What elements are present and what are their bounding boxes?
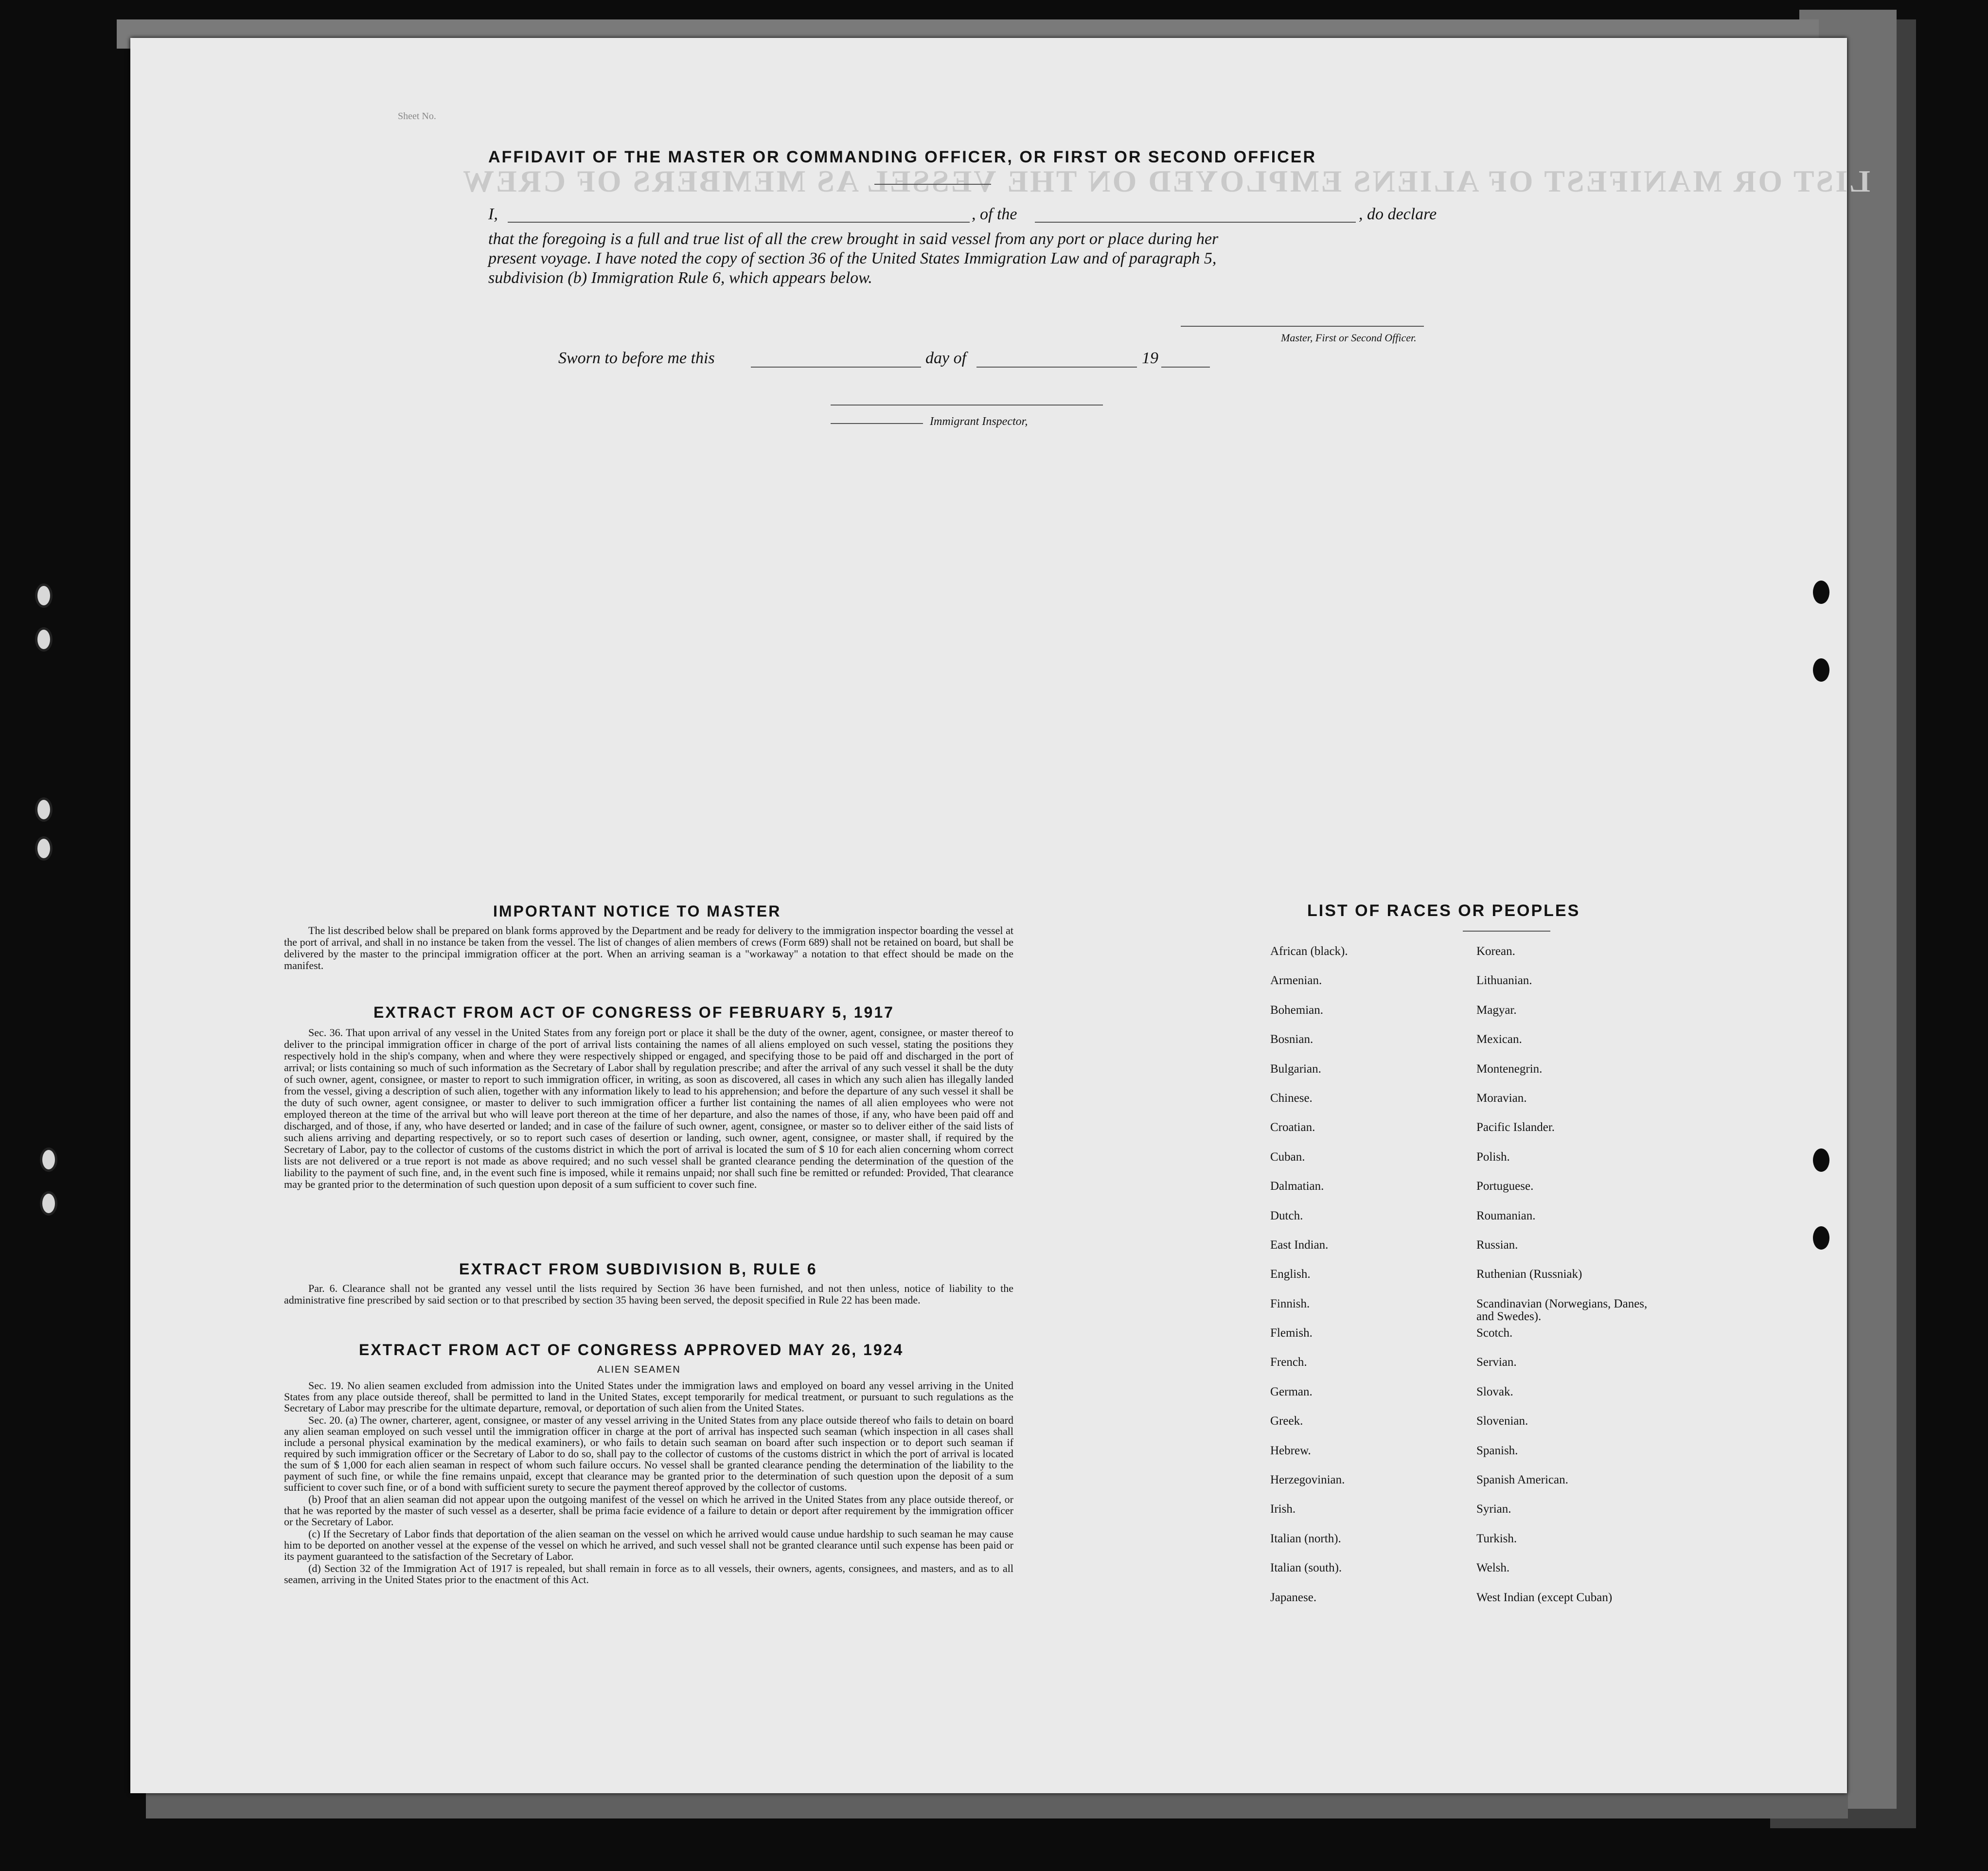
name-field[interactable]: [508, 222, 970, 223]
punch-hole: [40, 1191, 57, 1216]
race-item: Hebrew.: [1270, 1444, 1311, 1457]
race-item: Magyar.: [1476, 1003, 1517, 1017]
sworn-line: [558, 349, 1239, 373]
race-item: Italian (south).: [1270, 1561, 1342, 1575]
punch-hole: [35, 797, 53, 822]
race-item: Russian.: [1476, 1238, 1518, 1252]
race-item: Montenegrin.: [1476, 1062, 1543, 1076]
races-title: LIST OF RACES OR PEOPLES: [1307, 901, 1580, 920]
race-item: Slovenian.: [1476, 1414, 1528, 1428]
day-of-label: day of: [925, 349, 967, 367]
race-item: English.: [1270, 1268, 1311, 1281]
notice-title: IMPORTANT NOTICE TO MASTER: [493, 902, 781, 920]
race-item: Dutch.: [1270, 1209, 1303, 1222]
race-item: Korean.: [1476, 945, 1515, 958]
race-item: African (black).: [1270, 945, 1348, 958]
master-signature-line[interactable]: [1181, 326, 1424, 327]
race-item: Bulgarian.: [1270, 1062, 1321, 1076]
race-item: Portuguese.: [1476, 1180, 1534, 1193]
race-item: Finnish.: [1270, 1297, 1310, 1310]
of-the-label: , of the: [972, 205, 1017, 223]
inspector-caption: Immigrant Inspector,: [930, 415, 1028, 428]
race-item: East Indian.: [1270, 1238, 1329, 1252]
title-underline: [874, 184, 991, 185]
punch-hole: [1813, 1148, 1829, 1172]
race-item: Syrian.: [1476, 1502, 1511, 1516]
race-item: Scotch.: [1476, 1326, 1513, 1340]
race-item: Armenian.: [1270, 974, 1322, 988]
race-item: Polish.: [1476, 1150, 1510, 1164]
race-item: French.: [1270, 1356, 1307, 1369]
race-item: Bosnian.: [1270, 1033, 1314, 1046]
extract-1917-paragraph: Sec. 36. That upon arrival of any vessel in the United States from any foreign port or place it shall be the duty of the owner, agent, consignee, or master thereof to deliver to the principal immigration officer in charge of the port of arrival lists containing the names of all aliens employed on such vessel, stating the positions they respectively hold in the ship's company, when and where they were respectively shipped or engaged, and specifying those to be paid off and discharged in the port of arrival; or lists containing so much of such information as the Secretary of Labor shall by regulation prescribe; and after the arrival of any such vessel it shall be the duty of such owner, agent, consignee, or master to report to such immigration officer, in writing, as soon as discovered, all cases in which any such alien has illegally landed from the vessel, giving a description of such alien, together with any information likely to lead to his apprehension; and before the departure of any such vessel it shall be the duty of such owner, agent consignee, or master to deliver to such immigration officer a further list containing the names of all alien employees who were not employed thereon at the time of the arrival but who will leave port thereon at the time of her departure, and also the names of those, if any, who have been paid off and discharged, and of those, if any, who have deserted or landed; and in case of the failure of such owner, agent, consignee, or master so to deliver either of the said lists of such aliens arriving and departing respectively, or so to report such cases of desertion or landing, such owner, agent, consignee, or master shall, if required by the Secretary of Labor, pay to the collector of customs of the customs district in which the port of arrival is located the sum of $ 10 for each alien concerning whom correct lists are not delivered or a true report is not made as above required; and no such vessel shall be granted clearance pending the determination of the question of the liability to the payment of such fine, and, in the event such fine is imposed, while it remains unpaid; nor shall such fine be remitted or refunded: Provided, That clearance may be granted prior to the determination of such question upon deposit of a sum sufficient to cover such fine.: [284, 1026, 1013, 1190]
race-item: West Indian (except Cuban): [1476, 1590, 1613, 1604]
extract-1924-paragraph: Sec. 19. No alien seamen excluded from admission into the United States under the immigration laws and employed on board any vessel arriving in the United States from any place outside thereof, shall be permitted to land in the United States, except temporarily for medical treatment, or pursuant to such regulations as the Secretary of Labor may prescribe for the ultimate departure, removal, or deportation of such alien from the United States.: [284, 1379, 1013, 1414]
race-item: German.: [1270, 1385, 1313, 1398]
year-label: 19: [1142, 349, 1158, 367]
declare-label: , do declare: [1359, 205, 1437, 223]
race-item: Lithuanian.: [1476, 974, 1532, 988]
extract-1924-paragraph: (d) Section 32 of the Immigration Act of 1917 is repealed, but shall remain in force as to all vessels, their owners, agents, consignees, and masters, and as to all seamen, arriving in the United States prior to the enactment of this Act.: [284, 1562, 1013, 1586]
manifest-page: [130, 38, 1870, 1793]
race-item: Servian.: [1476, 1356, 1517, 1369]
sworn-year-field[interactable]: [1161, 367, 1210, 368]
inspector-signature-stub: [831, 423, 923, 424]
extract-1917-text: [284, 1027, 1013, 1191]
vessel-field[interactable]: [1035, 222, 1356, 223]
statement-line: subdivision (b) Immigration Rule 6, which appears below.: [488, 269, 872, 287]
races-title-underline: [1463, 931, 1550, 932]
extract-1924-paragraph: (b) Proof that an alien seaman did not appear upon the outgoing manifest of the vessel on which he arrived in the United States from any place outside thereof, or that he was reported by the master of such vessel as a deserter, shall be prima facie evidence of a failure to detain or deport after requirement by the immigration officer or the Secretary of Labor.: [284, 1493, 1013, 1528]
race-item: Pacific Islander.: [1476, 1121, 1555, 1134]
punch-hole: [35, 583, 53, 608]
race-item: Moravian.: [1476, 1091, 1527, 1105]
race-item: Mexican.: [1476, 1033, 1522, 1046]
sworn-month-field[interactable]: [976, 367, 1137, 368]
race-item: Scandinavian (Norwegians, Danes, and Swedes).: [1476, 1297, 1648, 1323]
extract-rule6-text: [284, 1283, 1013, 1307]
race-item: Chinese.: [1270, 1091, 1313, 1105]
punch-hole: [1813, 581, 1829, 604]
i-label: I,: [488, 205, 498, 223]
race-item: Welsh.: [1476, 1561, 1510, 1575]
race-item: Ruthenian (Russniak): [1476, 1268, 1582, 1281]
punch-hole: [1813, 1226, 1829, 1250]
statement-line: present voyage. I have noted the copy of section 36 of the United States Immigration Law and of paragraph 5,: [488, 249, 1217, 267]
extract-1924-paragraph: Sec. 20. (a) The owner, charterer, agent, consignee, or master of any vessel arriving in the United States from any place outside thereof who fails to detain on board any alien seaman employed on such vessel until the immigration officer in charge at the port of arrival has inspected such seaman (which inspection in all cases shall include a personal physical examination by the medical examiners), or who fails to detain such seaman on board after such inspection or to deport such seaman if required by such immigration officer or the Secretary of Labor to do so, shall pay to the collector of customs of the customs district in which the port of arrival is located the sum of $ 1,000 for each alien seaman in respect of whom such failure occurs. No vessel shall be granted clearance pending the determination of the liability to the payment of such fine, or while the fine remains unpaid, except that clearance may be granted prior to the determination of such question upon the deposit of a sum sufficient to cover such fine, or of a bond with sufficient surety to secure the payment thereof approved by the collector of customs.: [284, 1414, 1013, 1493]
punch-hole: [35, 627, 53, 652]
race-item: Irish.: [1270, 1502, 1296, 1516]
extract-1924-title: EXTRACT FROM ACT OF CONGRESS APPROVED MAY 26, 1924: [359, 1341, 904, 1359]
races-right-column: [1476, 945, 1671, 1621]
punch-hole: [40, 1147, 57, 1172]
race-item: Turkish.: [1476, 1532, 1517, 1545]
affidavit-declaration-line: [488, 205, 1578, 227]
race-item: Spanish.: [1476, 1444, 1518, 1457]
race-item: Flemish.: [1270, 1326, 1313, 1340]
race-item: Italian (north).: [1270, 1532, 1341, 1545]
sheet-number-label: Sheet No.: [398, 111, 436, 122]
notice-paragraph: The list described below shall be prepared on blank forms approved by the Department and be ready for delivery to the immigration inspector boarding the vessel at the port of arrival, and shall in no instance be taken from the vessel. The list of changes of alien members of crews (Form 689) shall not be retained on board, but shall be delivered by the master to the principal immigration officer at the port. When an arriving seaman is a "workaway" a notation to that effect should be made on the manifest.: [284, 924, 1013, 971]
races-left-column: [1270, 945, 1465, 1621]
race-item: Croatian.: [1270, 1121, 1315, 1134]
extract-rule6-title: EXTRACT FROM SUBDIVISION B, RULE 6: [459, 1260, 817, 1278]
race-item: Greek.: [1270, 1414, 1303, 1428]
race-item: Spanish American.: [1476, 1473, 1568, 1487]
sworn-day-field[interactable]: [751, 367, 921, 368]
notice-text: [284, 925, 1013, 972]
race-item: Slovak.: [1476, 1385, 1513, 1398]
punch-hole: [1813, 658, 1829, 682]
race-item: Japanese.: [1270, 1590, 1317, 1604]
statement-line: that the foregoing is a full and true list of all the crew brought in said vessel from any port or place during her: [488, 230, 1219, 248]
ghost-heading: LIST OR MANIFEST OF ALIENS EMPLOYED ON THE VESSEL AS MEMBERS OF CREW: [461, 164, 1870, 198]
affidavit-title: AFFIDAVIT OF THE MASTER OR COMMANDING OFFICER, OR FIRST OR SECOND OFFICER: [488, 148, 1316, 166]
race-item: Roumanian.: [1476, 1209, 1536, 1222]
extract-1924-text: [284, 1380, 1013, 1586]
extract-rule6-paragraph: Par. 6. Clearance shall not be granted any vessel until the lists required by Section 36 have been furnished, and not then unless, notice of liability to the administrative fine prescribed by said section or to that prescribed by section 35 having been served, the deposit specified in Rule 22 has been made.: [284, 1282, 1013, 1306]
race-item: Bohemian.: [1270, 1003, 1324, 1017]
sworn-label: Sworn to before me this: [558, 349, 715, 367]
punch-hole: [35, 836, 53, 861]
race-item: Cuban.: [1270, 1150, 1305, 1164]
race-item: Dalmatian.: [1270, 1180, 1324, 1193]
master-caption: Master, First or Second Officer.: [1281, 332, 1417, 344]
extract-1924-paragraph: (c) If the Secretary of Labor finds that deportation of the alien seaman on the vessel on which he arrived would cause undue hardship to such seaman he may cause him to be deported on another vessel at the expense of the vessel on which he arrived, and such vessel shall not be granted clearance until such expense has been paid or its payment guaranteed to the satisfaction of the Secretary of Labor.: [284, 1528, 1013, 1562]
extract-1917-title: EXTRACT FROM ACT OF CONGRESS OF FEBRUARY 5, 1917: [373, 1004, 894, 1021]
affidavit-statement: [488, 229, 1578, 288]
inspector-signature-line[interactable]: [831, 405, 1103, 406]
race-item: Herzegovinian.: [1270, 1473, 1345, 1487]
extract-1924-subtitle: ALIEN SEAMEN: [597, 1364, 681, 1375]
